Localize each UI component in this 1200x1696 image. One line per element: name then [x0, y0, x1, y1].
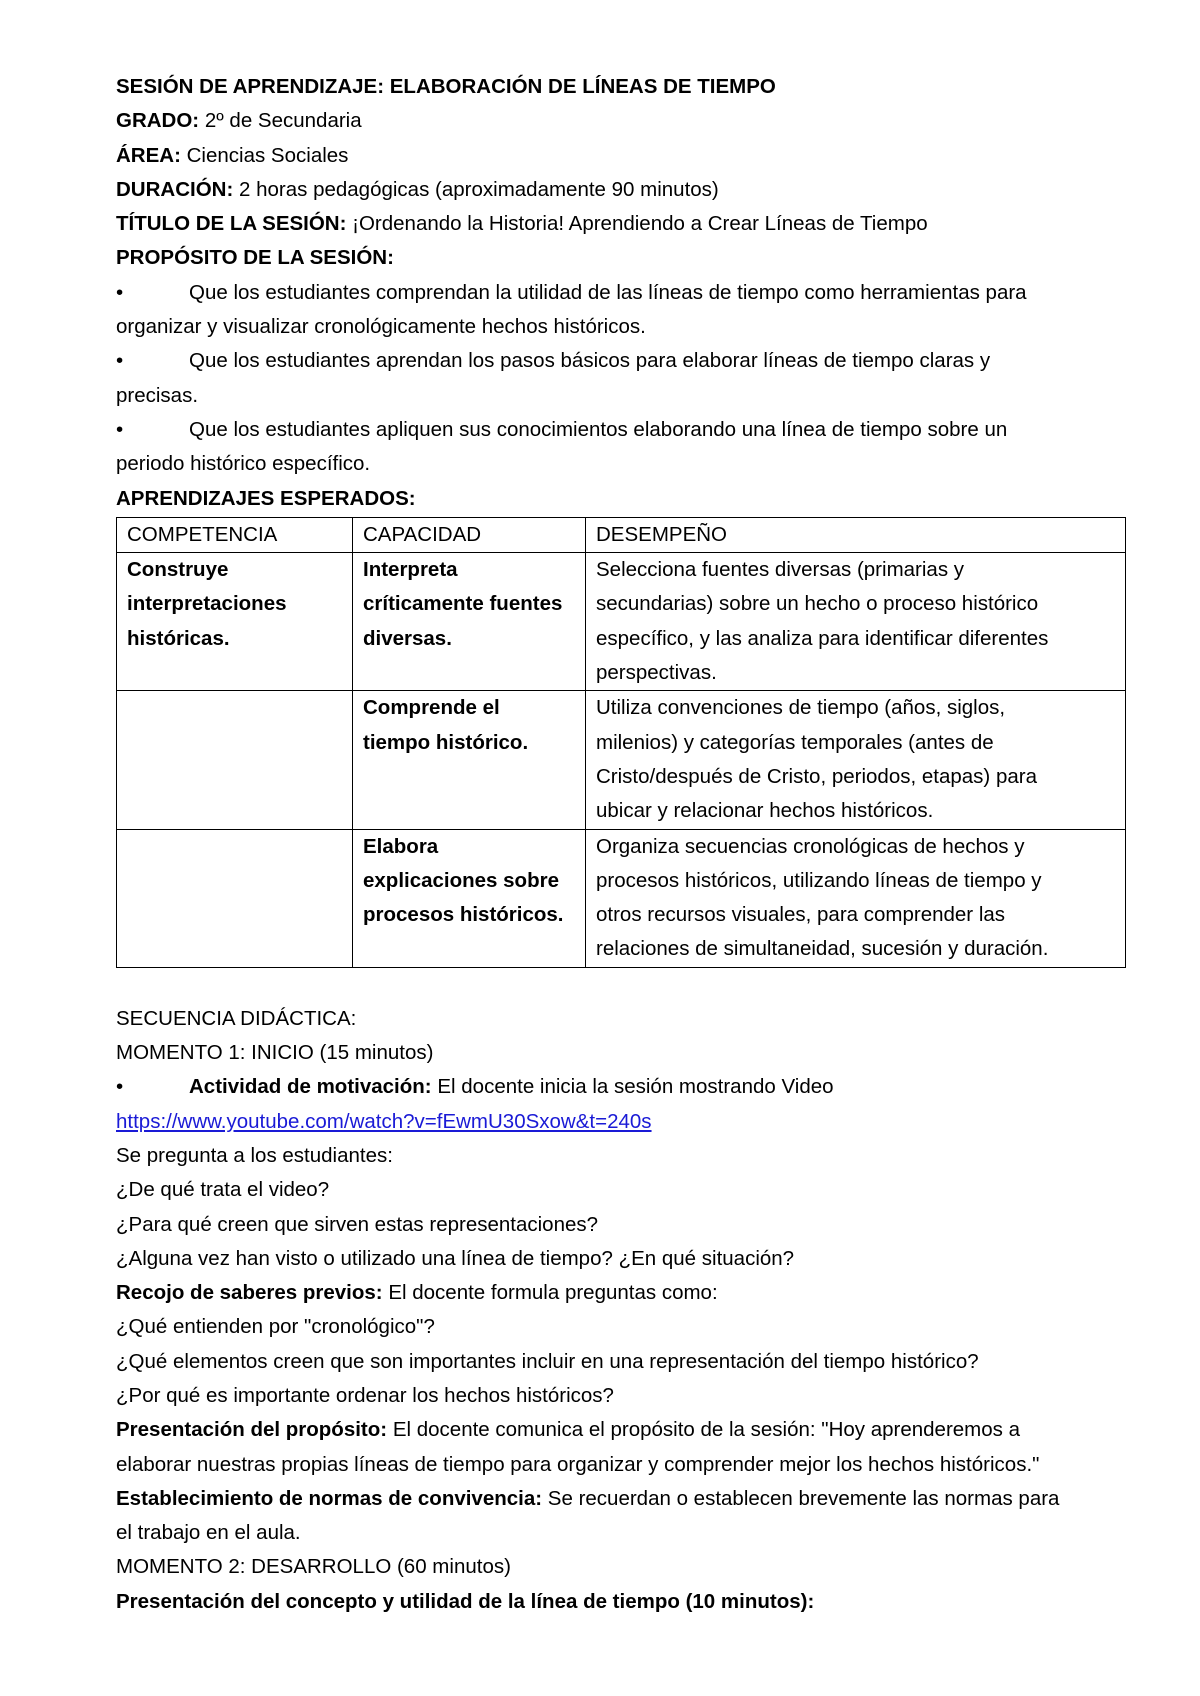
cell-line: históricas. [127, 626, 230, 650]
normas-line [116, 1482, 1126, 1516]
bullet-icon: • [116, 349, 124, 373]
cell-line: interpretaciones [127, 592, 287, 616]
cell-line: Elabora [363, 834, 439, 858]
area-line [116, 139, 1126, 173]
capacidad-cell [353, 829, 586, 967]
competencia-cell [117, 553, 353, 691]
column-header: CAPACIDAD [353, 517, 586, 552]
bullet-icon: • [116, 417, 124, 441]
area-value: Ciencias Sociales [186, 143, 349, 167]
desempeno-cell [586, 553, 1126, 691]
spacer [116, 968, 1126, 1002]
pregunta: ¿Alguna vez han visto o utilizado una línea de tiempo? ¿En qué situación? [116, 1246, 795, 1270]
cell-line: procesos históricos. [363, 903, 564, 927]
cell-line: Organiza secuencias cronológicas de hechos y [596, 834, 1025, 858]
cell-line: Comprende el [363, 696, 500, 720]
column-header: DESEMPEÑO [586, 517, 1126, 552]
cell-line: secundarias) sobre un hecho o proceso histórico [596, 592, 1039, 616]
proposito-item [116, 344, 1126, 413]
table-row [117, 829, 1126, 967]
bullet-icon: • [116, 280, 124, 304]
proposito-text: Que los estudiantes aprendan los pasos básicos para elaborar líneas de tiempo claras y [189, 349, 991, 373]
duracion-value: 2 horas pedagógicas (aproximadamente 90 minutos) [239, 177, 719, 201]
presentacion-label: Presentación del propósito: [116, 1418, 388, 1442]
pregunta-previa: ¿Qué entienden por "cronológico"? [116, 1315, 435, 1339]
proposito-text: Que los estudiantes apliquen sus conocimientos elaborando una línea de tiempo sobre un [189, 417, 1008, 441]
momento1-heading: MOMENTO 1: INICIO (15 minutos) [116, 1041, 434, 1065]
normas-label: Establecimiento de normas de convivencia: [116, 1486, 543, 1510]
table-row [117, 553, 1126, 691]
proposito-item [116, 413, 1126, 482]
pregunta-previa: ¿Qué elementos creen que son importantes incluir en una representación del tiempo histórico? [116, 1349, 979, 1373]
cell-line: Construye [127, 558, 229, 582]
actividad-label: Actividad de motivación: [189, 1075, 432, 1099]
cell-line: perspectivas. [596, 661, 717, 685]
cell-line: explicaciones sobre [363, 868, 559, 892]
titulo-value: ¡Ordenando la Historia! Aprendiendo a Crear Líneas de Tiempo [352, 212, 928, 236]
table-header-row [117, 517, 1126, 552]
cell-line: Cristo/después de Cristo, periodos, etapas) para [596, 764, 1037, 788]
normas-cont: el trabajo en el aula. [116, 1521, 301, 1545]
column-header: COMPETENCIA [117, 517, 353, 552]
cell-line: tiempo histórico. [363, 730, 529, 754]
desempeno-cell [586, 691, 1126, 829]
capacidad-cell [353, 553, 586, 691]
aprendizajes-heading: APRENDIZAJES ESPERADOS: [116, 486, 416, 510]
cell-line: Selecciona fuentes diversas (primarias y [596, 558, 965, 582]
pregunta-previa: ¿Por qué es importante ordenar los hechos históricos? [116, 1383, 614, 1407]
cell-line: relaciones de simultaneidad, sucesión y duración. [596, 937, 1049, 961]
desempeno-cell [586, 829, 1126, 967]
cell-line: Utiliza convenciones de tiempo (años, siglos, [596, 696, 1006, 720]
document-page [116, 70, 1126, 1619]
area-label: ÁREA: [116, 143, 181, 167]
cell-line: otros recursos visuales, para comprender las [596, 903, 1006, 927]
pregunta: ¿De qué trata el video? [116, 1178, 330, 1202]
secuencia-heading: SECUENCIA DIDÁCTICA: [116, 1006, 357, 1030]
pregunta-intro: Se pregunta a los estudiantes: [116, 1143, 393, 1167]
normas-text: Se recuerdan o establecen brevemente las normas para [547, 1486, 1060, 1510]
duracion-line [116, 173, 1126, 207]
competencia-cell [117, 829, 353, 967]
recojo-line [116, 1276, 1126, 1310]
cell-line: Interpreta [363, 558, 458, 582]
titulo-label: TÍTULO DE LA SESIÓN: [116, 212, 347, 236]
proposito-item [116, 276, 1126, 345]
proposito-text-cont: precisas. [116, 383, 199, 407]
proposito-text-cont: periodo histórico específico. [116, 452, 371, 476]
video-link-line [116, 1105, 1126, 1139]
titulo-line [116, 207, 1126, 241]
recojo-text: El docente formula preguntas como: [388, 1281, 718, 1305]
concepto-heading: Presentación del concepto y utilidad de la línea de tiempo (10 minutos): [116, 1589, 815, 1613]
grado-line [116, 104, 1126, 138]
session-title: SESIÓN DE APRENDIZAJE: ELABORACIÓN DE LÍNEAS DE TIEMPO [116, 75, 776, 98]
cell-line: milenios) y categorías temporales (antes de [596, 730, 994, 754]
capacidad-cell [353, 691, 586, 829]
proposito-text-cont: organizar y visualizar cronológicamente hechos históricos. [116, 315, 646, 339]
cell-line: ubicar y relacionar hechos históricos. [596, 799, 934, 823]
actividad-desc: El docente inicia la sesión mostrando Video [437, 1075, 834, 1099]
presentacion-text: El docente comunica el propósito de la sesión: "Hoy aprenderemos a [392, 1418, 1021, 1442]
presentacion-cont: elaborar nuestras propias líneas de tiempo para organizar y comprender mejor los hechos históricos." [116, 1452, 1040, 1476]
duracion-label: DURACIÓN: [116, 177, 234, 201]
cell-line: críticamente fuentes [363, 592, 563, 616]
pregunta: ¿Para qué creen que sirven estas representaciones? [116, 1212, 599, 1236]
momento2-heading: MOMENTO 2: DESARROLLO (60 minutos) [116, 1555, 511, 1579]
bullet-icon: • [116, 1075, 124, 1099]
video-link[interactable]: https://www.youtube.com/watch?v=fEwmU30Sxow&t=240s [116, 1109, 652, 1133]
proposito-heading: PROPÓSITO DE LA SESIÓN: [116, 246, 394, 270]
presentacion-line [116, 1413, 1126, 1447]
cell-line: específico, y las analiza para identificar diferentes [596, 626, 1049, 650]
recojo-label: Recojo de saberes previos: [116, 1281, 383, 1305]
competencia-cell [117, 691, 353, 829]
actividad-text [189, 1070, 1126, 1104]
proposito-text: Que los estudiantes comprendan la utilidad de las líneas de tiempo como herramientas para [189, 280, 1027, 304]
table-row [117, 691, 1126, 829]
grado-label: GRADO: [116, 109, 200, 133]
cell-line: procesos históricos, utilizando líneas de tiempo y [596, 868, 1042, 892]
cell-line: diversas. [363, 626, 452, 650]
actividad-item [116, 1070, 1126, 1104]
aprendizajes-table [116, 517, 1126, 968]
grado-value: 2º de Secundaria [204, 109, 362, 133]
